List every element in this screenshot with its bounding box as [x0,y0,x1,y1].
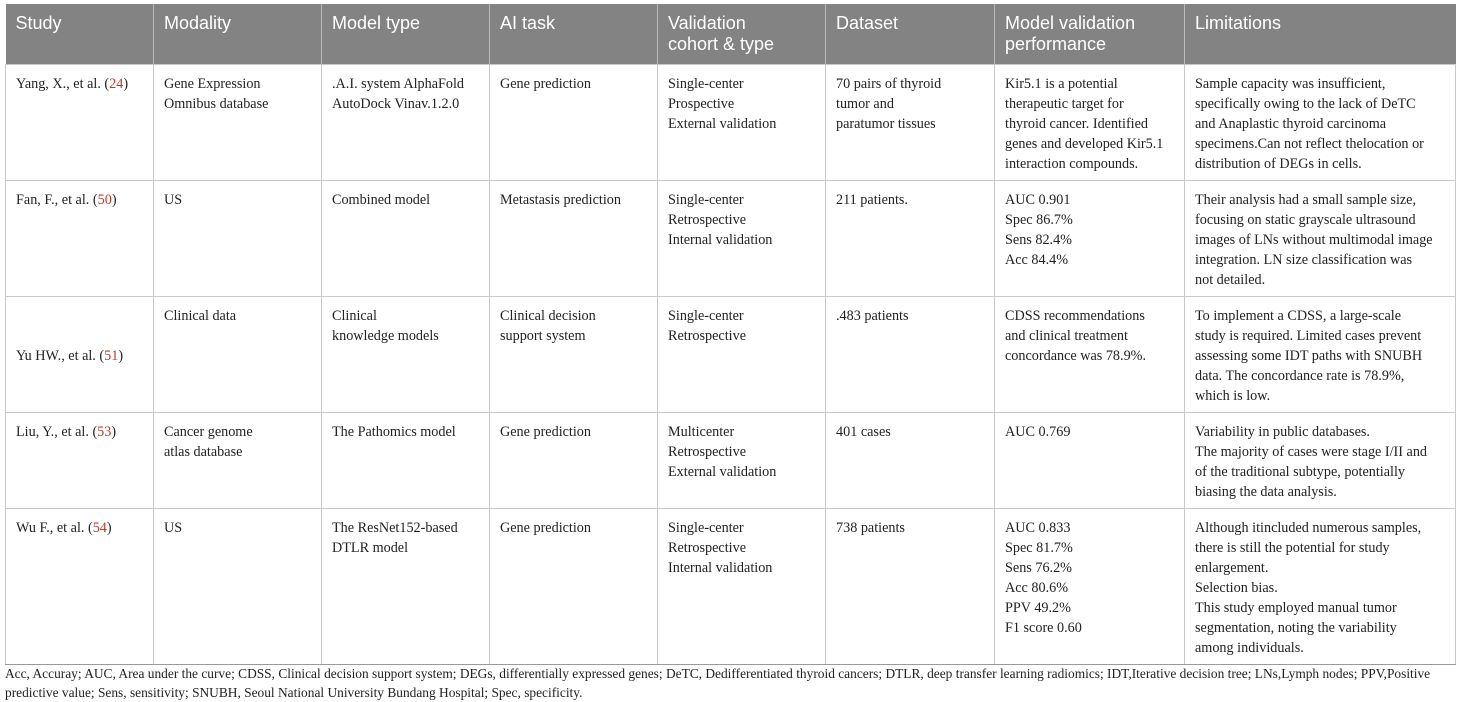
cell-performance: CDSS recommendations and clinical treatment concordance was 78.9%. [995,297,1185,413]
cell-modality: Cancer genome atlas database [154,413,322,509]
table-row [6,181,1456,297]
cell-performance: AUC 0.769 [995,413,1185,509]
reference-link[interactable]: 54 [92,520,107,536]
cell-limitations: Sample capacity was insufficient, specifically owing to the lack of DeTC and Anaplastic thyroid carcinoma specimens.Can not reflect thelocation or distribution of DEGs in cells. [1185,65,1456,181]
cell-study: Yu HW., et al. (51) [6,297,154,413]
cell-dataset: 70 pairs of thyroid tumor and paratumor tissues [826,65,995,181]
header-study: Study [6,4,154,65]
cell-dataset: 401 cases [826,413,995,509]
cell-validation: Single-center Prospective External validation [658,65,826,181]
cell-performance: Kir5.1 is a potential therapeutic target for thyroid cancer. Identified genes and developed Kir5.1 interaction compounds. [995,65,1185,181]
reference-link[interactable]: 53 [97,424,112,440]
cell-model-type: .A.I. system AlphaFold AutoDock Vinav.1.2.0 [322,65,490,181]
cell-limitations: Although itincluded numerous samples, there is still the potential for study enlargement. Selection bias. This study employed manual tumor segmentation, noting the variability among individuals. [1185,509,1456,665]
cell-validation: Single-center Retrospective Internal validation [658,509,826,665]
cell-dataset: .483 patients [826,297,995,413]
table-row [6,297,1456,413]
header-limitations: Limitations [1185,4,1456,65]
header-modality: Modality [154,4,322,65]
table-row [6,509,1456,665]
header-validation: Validation cohort & type [658,4,826,65]
header-performance: Model validation performance [995,4,1185,65]
cell-modality: Gene Expression Omnibus database [154,65,322,181]
cell-study: Wu F., et al. (54) [6,509,154,665]
cell-limitations: Their analysis had a small sample size, focusing on static grayscale ultrasound images of LNs without multimodal image integration. LN size classification was not detailed. [1185,181,1456,297]
reference-link[interactable]: 50 [97,192,112,208]
cell-model-type: Clinical knowledge models [322,297,490,413]
cell-validation: Multicenter Retrospective External validation [658,413,826,509]
cell-ai-task: Gene prediction [490,413,658,509]
cell-model-type: Combined model [322,181,490,297]
table-row [6,65,1456,181]
header-row [6,4,1456,65]
cell-validation: Single-center Retrospective [658,297,826,413]
cell-performance: AUC 0.901 Spec 86.7% Sens 82.4% Acc 84.4% [995,181,1185,297]
cell-validation: Single-center Retrospective Internal validation [658,181,826,297]
cell-dataset: 738 patients [826,509,995,665]
cell-study: Yang, X., et al. (24) [6,65,154,181]
cell-dataset: 211 patients. [826,181,995,297]
cell-modality: US [154,509,322,665]
cell-ai-task: Gene prediction [490,509,658,665]
cell-study: Liu, Y., et al. (53) [6,413,154,509]
cell-ai-task: Clinical decision support system [490,297,658,413]
cell-model-type: The ResNet152-based DTLR model [322,509,490,665]
table-footnote: Acc, Accuray; AUC, Area under the curve; CDSS, Clinical decision support system; DEGs, differentially expressed genes; DeTC, Dedifferentiated thyroid cancers; DTLR, deep transfer learning radiomics; IDT,Iterative decision tree; LNs,Lymph nodes; PPV,Positive predictive value; Sens, sensitivity; SNUBH, Seoul National University Bundang Hospital; Spec, specificity. [5,666,1431,700]
reference-link[interactable]: 51 [104,348,119,364]
cell-study: Fan, F., et al. (50) [6,181,154,297]
header-dataset: Dataset [826,4,995,65]
comparison-table [5,4,1456,665]
cell-ai-task: Metastasis prediction [490,181,658,297]
table-row [6,413,1456,509]
header-ai-task: AI task [490,4,658,65]
cell-performance: AUC 0.833 Spec 81.7% Sens 76.2% Acc 80.6% PPV 49.2% F1 score 0.60 [995,509,1185,665]
cell-modality: Clinical data [154,297,322,413]
header-model-type: Model type [322,4,490,65]
cell-limitations: To implement a CDSS, a large-scale study is required. Limited cases prevent assessing some IDT paths with SNUBH data. The concordance rate is 78.9%, which is low. [1185,297,1456,413]
cell-modality: US [154,181,322,297]
cell-model-type: The Pathomics model [322,413,490,509]
cell-limitations: Variability in public databases. The majority of cases were stage I/II and of the traditional subtype, potentially biasing the data analysis. [1185,413,1456,509]
cell-ai-task: Gene prediction [490,65,658,181]
reference-link[interactable]: 24 [109,76,124,92]
